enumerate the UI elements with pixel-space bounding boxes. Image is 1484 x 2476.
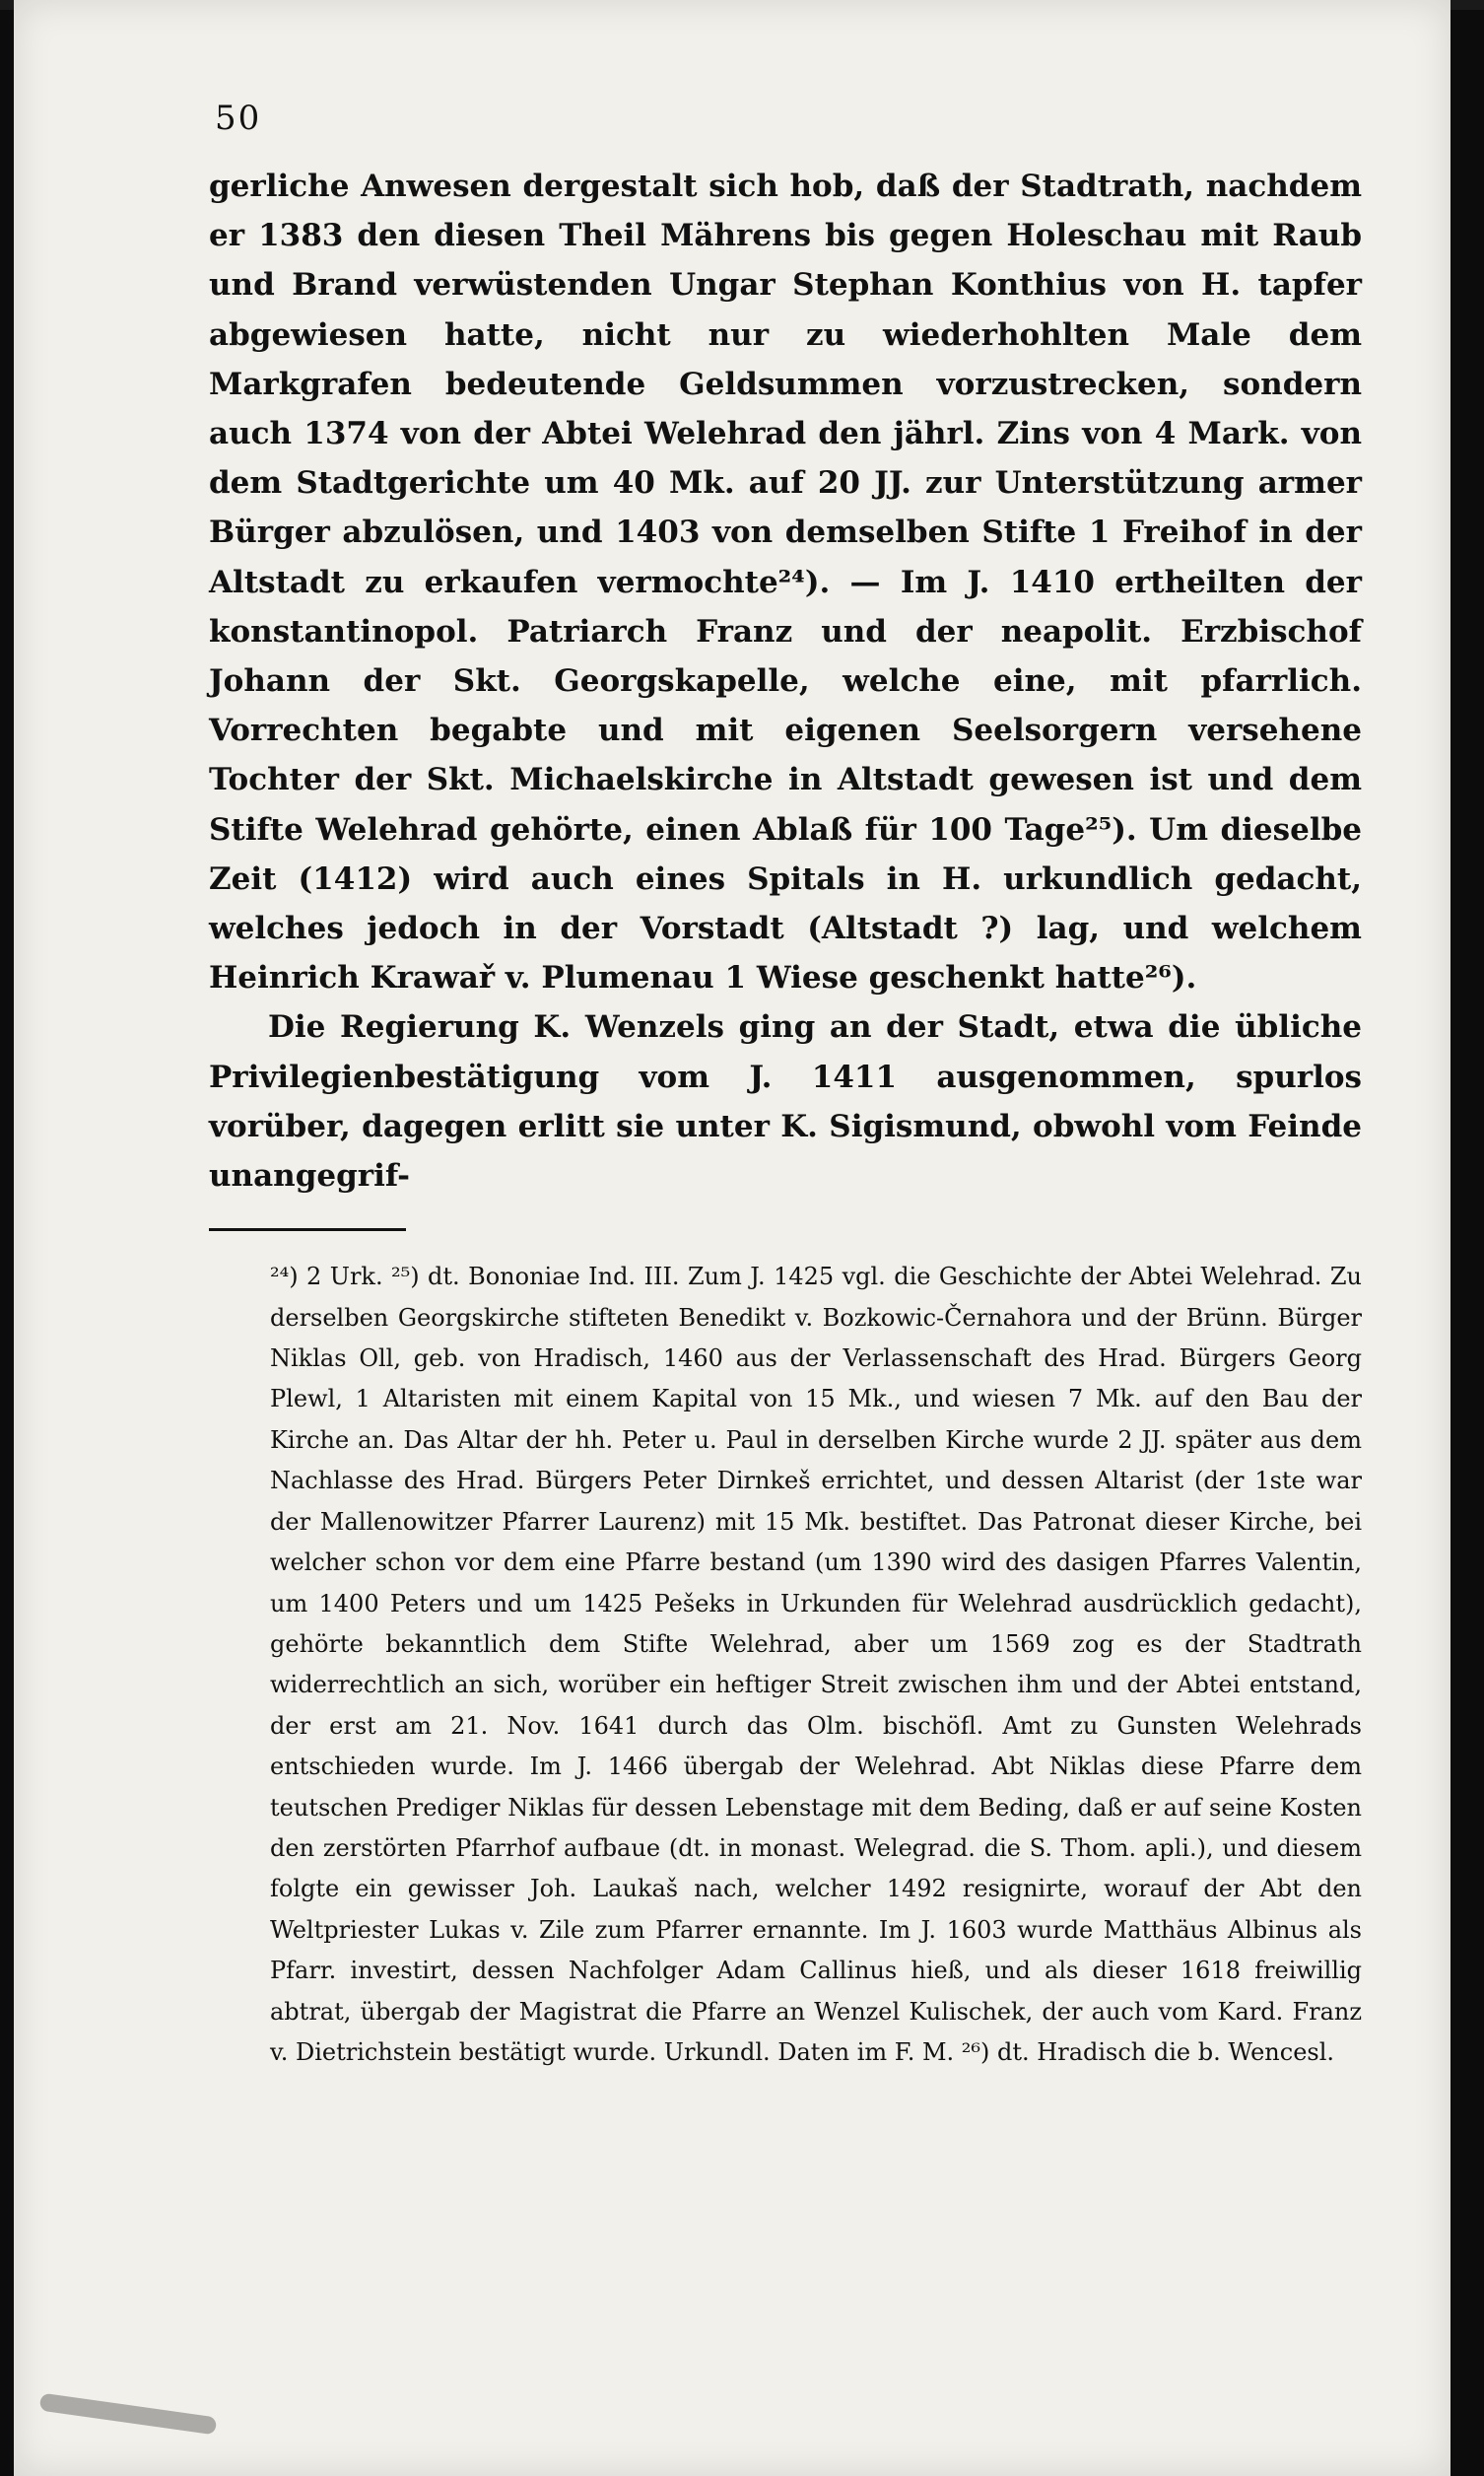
page-number: 50 xyxy=(215,99,262,138)
page-content xyxy=(209,99,1362,2073)
footnotes xyxy=(270,1257,1362,2073)
main-text xyxy=(209,162,1362,1201)
paragraph: Die Regierung K. Wenzels ging an der Stadt, etwa die übliche Privilegienbestätigung vom J. 1411 ausgenommen, spurlos vorüber, dagegen erlitt sie unter K. Sigismund, obwohl vom Feinde unangegrif- xyxy=(209,1009,1362,1195)
footnote-divider xyxy=(209,1228,406,1231)
paragraph: gerliche Anwesen dergestalt sich hob, daß der Stadtrath, nachdem er 1383 den diesen Theil Mährens bis gegen Holeschau mit Raub und Brand verwüstenden Ungar Stephan Konthius von H. tapfer abgewiesen hatte, nicht nur zu wiederhohlten Male dem Markgrafen bedeutende Geldsummen vorzustrecken, sondern auch 1374 von der Abtei Welehrad den jährl. Zins von 4 Mark. von dem Stadtgerichte um 40 Mk. auf 20 JJ. zur Unterstützung armer Bürger abzulösen, und 1403 von demselben Stifte 1 Freihof in der Altstadt zu erkaufen vermochte²⁴). — Im J. 1410 ertheilten der konstantinopol. Patriarch Franz und der neapolit. Erzbischof Johann der Skt. Georgskapelle, welche eine, mit pfarrlich. Vorrechten begabte und mit eigenen Seelsorgern versehene Tochter der Skt. Michaelskirche in Altstadt gewesen ist und dem Stifte Welehrad gehörte, einen Ablaß für 100 Tage²⁵). Um dieselbe Zeit (1412) wird auch eines Spitals in H. urkundlich gedacht, welches jedoch in der Vorstadt (Altstadt ?) lag, und welchem Heinrich Krawař v. Plumenau 1 Wiese geschenkt hatte²⁶). xyxy=(209,169,1362,997)
footnote-text: ²⁴) 2 Urk. ²⁵) dt. Bononiae Ind. III. Zum J. 1425 vgl. die Geschichte der Abtei Welehrad. Zu derselben Georgskirche stifteten Benedikt v. Bozkowic-Černahora und der Brünn. Bürger Niklas Oll, geb. von Hradisch, 1460 aus der Verlassenschaft des Hrad. Bürgers Georg Plewl, 1 Altaristen mit einem Kapital von 15 Mk., und wiesen 7 Mk. auf den Bau der Kirche an. Das Altar der hh. Peter u. Paul in derselben Kirche wurde 2 JJ. später aus dem Nachlasse des Hrad. Bürgers Peter Dirnkeš errichtet, und dessen Altarist (der 1ste war der Mallenowitzer Pfarrer Laurenz) mit 15 Mk. bestiftet. Das Patronat dieser Kirche, bei welcher schon vor dem eine Pfarre bestand (um 1390 wird des dasigen Pfarres Valentin, um 1400 Peters und um 1425 Pešeks in Urkunden für Welehrad ausdrücklich gedacht), gehörte bekanntlich dem Stifte Welehrad, aber um 1569 zog es der Stadtrath widerrechtlich an sich, worüber ein heftiger Streit zwischen ihm und der Abtei entstand, der erst am 21. Nov. 1641 durch das Olm. bischöfl. Amt zu Gunsten Welehrads entschieden wurde. Im J. 1466 übergab der Welehrad. Abt Niklas diese Pfarre dem teutschen Prediger Niklas für dessen Lebenstage mit dem Beding, daß er auf seine Kosten den zerstörten Pfarrhof aufbaue (dt. in monast. Welegrad. die S. Thom. apli.), und diesem folgte ein gewisser Joh. Laukaš nach, welcher 1492 resignirte, worauf der Abt den Weltpriester Lukas v. Zile zum Pfarrer ernannte. Im J. 1603 wurde Matthäus Albinus als Pfarr. investirt, dessen Nachfolger Adam Callinus hieß, und als dieser 1618 freiwillig abtrat, übergab der Magistrat die Pfarre an Wenzel Kulischek, der auch vom Kard. Franz v. Dietrichstein bestätigt wurde. Urkundl. Daten im F. M. ²⁶) dt. Hradisch die b. Wencesl. xyxy=(270,1263,1362,2066)
